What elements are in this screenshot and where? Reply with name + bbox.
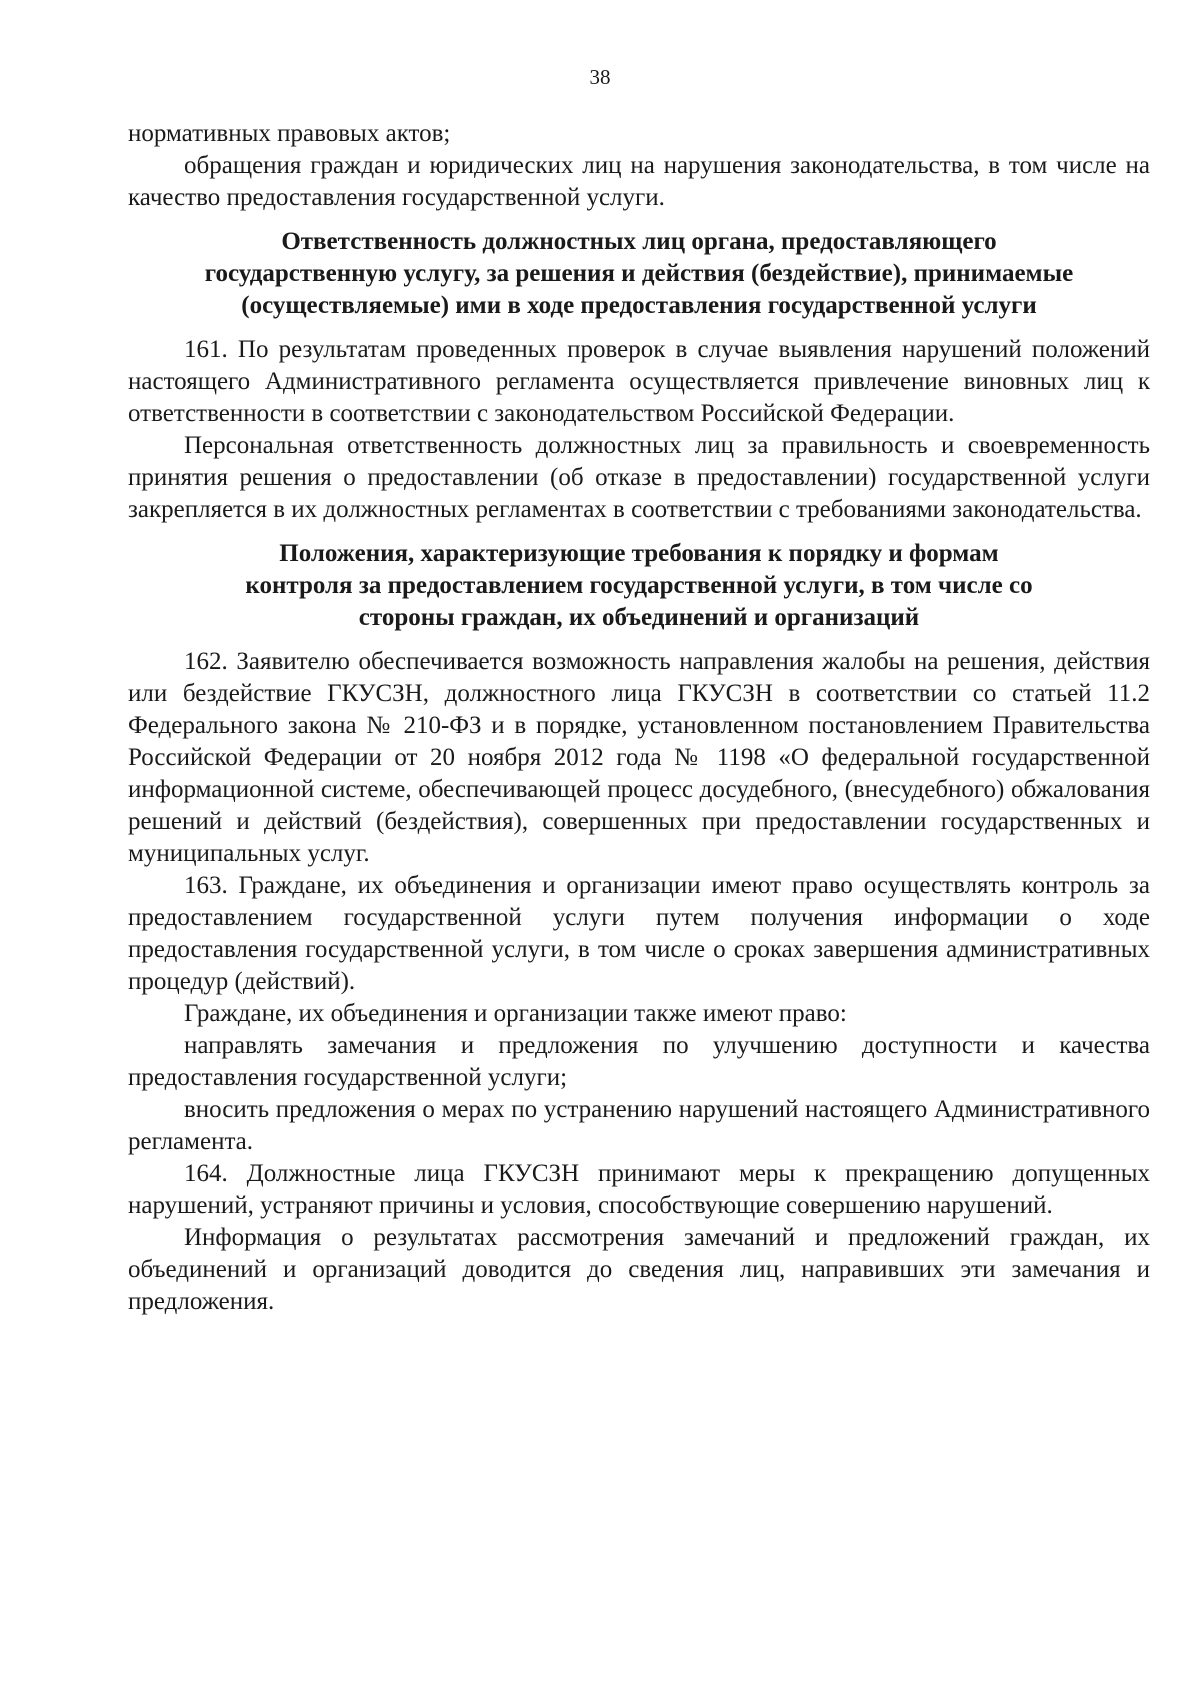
- paragraph-161: 161. По результатам проведенных проверок в случае выявления нарушений положений настоящего Административного регламента осуществляется привлечение виновных лиц к ответственности в соответствии с законодательством Российской Федерации.: [128, 336, 1150, 427]
- paragraph: направлять замечания и предложения по улучшению доступности и качества предоставления государственной услуги;: [128, 1032, 1150, 1091]
- paragraph-163: 163. Граждане, их объединения и организации имеют право осуществлять контроль за предоставлением государственной услуги путем получения информации о ходе предоставления государственной услуги, в том числе о сроках завершения административных процедур (действий).: [128, 872, 1150, 995]
- section-heading: [128, 538, 1150, 634]
- paragraph: обращения граждан и юридических лиц на нарушения законодательства, в том числе на качество предоставления государственной услуги.: [128, 152, 1150, 211]
- heading-line: Ответственность должностных лиц органа, предоставляющего: [281, 228, 997, 255]
- heading-line: стороны граждан, их объединений и организаций: [358, 604, 920, 631]
- heading-line: (осуществляемые) ими в ходе предоставления государственной услуги: [241, 292, 1037, 319]
- paragraph: вносить предложения о мерах по устранению нарушений настоящего Административного регламента.: [128, 1096, 1150, 1155]
- document-body: [128, 118, 1150, 1318]
- heading-line: Положения, характеризующие требования к порядку и формам: [279, 540, 999, 567]
- section-heading: [128, 226, 1150, 322]
- paragraph-162: 162. Заявителю обеспечивается возможность направления жалобы на решения, действия или бездействие ГКУСЗН, должностного лица ГКУСЗН в соответствии со статьей 11.2 Федерального закона № 210-ФЗ и в порядке, установленном постановлением Правительства Российской Федерации от 20 ноября 2012 года № 1198 «О федеральной государственной информационной системе, обеспечивающей процесс досудебного, (внесудебного) обжалования решений и действий (бездействия), совершенных при предоставлении государственных и муниципальных услуг.: [128, 648, 1150, 867]
- page-number: 38: [589, 65, 611, 89]
- paragraph: нормативных правовых актов;: [128, 120, 451, 147]
- paragraph: Граждане, их объединения и организации также имеют право:: [184, 1000, 847, 1027]
- heading-line: государственную услугу, за решения и действия (бездействие), принимаемые: [204, 260, 1074, 287]
- heading-line: контроля за предоставлением государственной услуги, в том числе со: [245, 572, 1033, 599]
- paragraph: Персональная ответственность должностных лиц за правильность и своевременность принятия решения о предоставлении (об отказе в предоставлении) государственной услуги закрепляется в их должностных регламентах в соответствии с требованиями законодательства.: [128, 432, 1150, 523]
- paragraph: Информация о результатах рассмотрения замечаний и предложений граждан, их объединений и организаций доводится до сведения лиц, направивших эти замечания и предложения.: [128, 1224, 1150, 1315]
- paragraph-164: 164. Должностные лица ГКУСЗН принимают меры к прекращению допущенных нарушений, устраняют причины и условия, способствующие совершению нарушений.: [128, 1160, 1150, 1219]
